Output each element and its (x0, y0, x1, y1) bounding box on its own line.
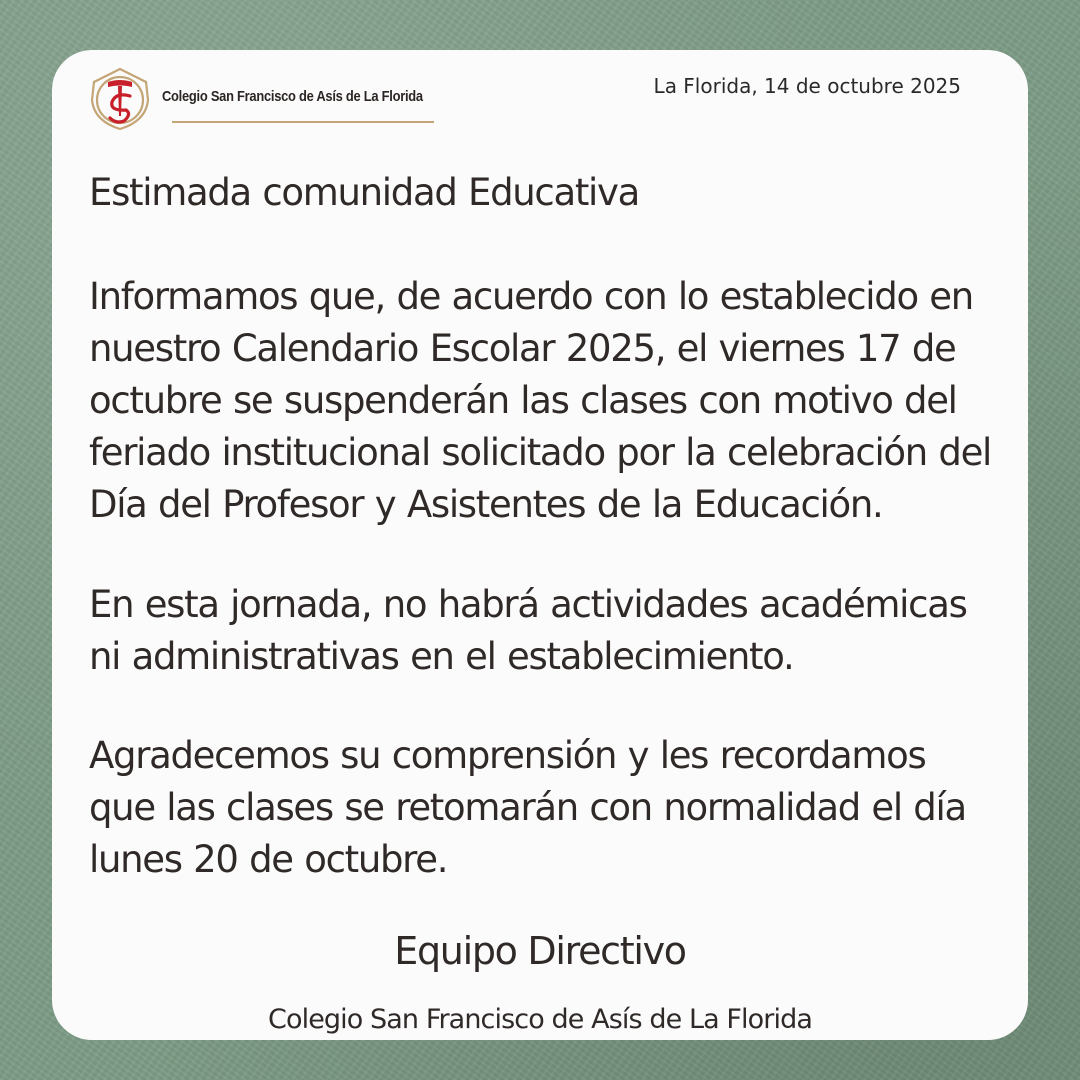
signature: Equipo Directivo (394, 929, 686, 973)
paragraph-no-activities: En esta jornada, no habrá actividades académicas ni administrativas en el establecimiento. (89, 583, 967, 678)
greeting: Estimada comunidad Educativa (89, 171, 639, 214)
paragraph-resume: Agradecemos su comprensión y les recordamos que las clases se retomarán con normalidad el día lunes 20 de octubre. (89, 734, 966, 881)
letter-date: La Florida, 14 de octubre 2025 (653, 74, 961, 98)
logo-divider (172, 121, 434, 123)
footer-school-name: Colegio San Francisco de Asís de La Florida (268, 1004, 812, 1035)
school-name-header: Colegio San Francisco de Asís de La Florida (162, 88, 423, 105)
paragraph-suspension: Informamos que, de acuerdo con lo establecido en nuestro Calendario Escolar 2025, el viernes 17 de octubre se suspenderán las clases con motivo del feriado institucional solicitado por la celebración del Día del Profesor y Asistentes de la Educación. (89, 275, 992, 526)
school-crest-icon (86, 66, 154, 132)
